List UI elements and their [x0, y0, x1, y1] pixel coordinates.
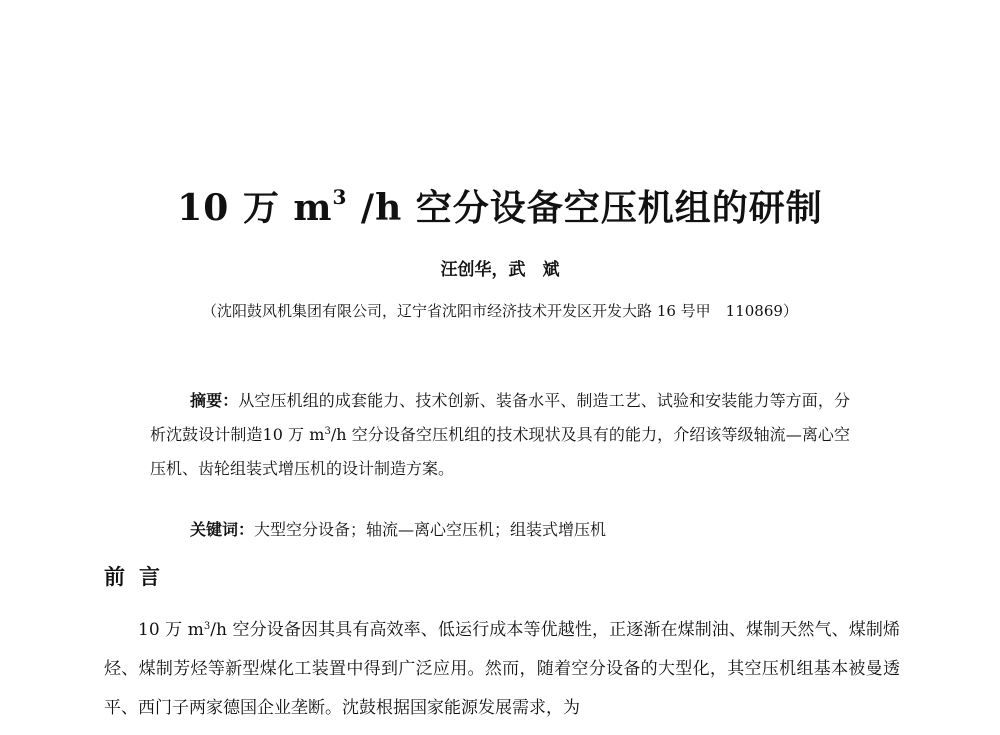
affiliation: （沈阳鼓风机集团有限公司，辽宁省沈阳市经济技术开发区开发大路 16 号甲 110869）: [202, 302, 798, 320]
body-text: [104, 611, 900, 728]
abstract-text-a: 从空压机组的成套能力、技术创新、装备水平、制造工艺、试验和安装能力等方面，分析沈鼓设计制造10 万 m: [150, 391, 850, 444]
keywords: [190, 515, 606, 545]
title-superscript: 3: [332, 185, 348, 209]
keywords-label: 关键词：: [190, 520, 255, 539]
body-superscript: 3: [203, 621, 211, 632]
keywords-text: 大型空分设备；轴流—离心空压机；组装式增压机: [254, 520, 607, 539]
abstract-superscript: 3: [324, 426, 331, 437]
abstract-label: 摘要：: [190, 391, 239, 410]
paper-title: [0, 186, 1000, 230]
body-text-a: 10 万 m: [138, 620, 204, 640]
body-text-b: /h 空分设备因其具有高效率、低运行成本等优越性，正逐渐在煤制油、煤制天然气、煤制烯烃、煤制芳烃等新型煤化工装置中得到广泛应用。然而，随着空分设备的大型化，其空压机组基本被曼透平、西门子两家德国企业垄断。沈鼓根据国家能源发展需求，为: [104, 620, 900, 718]
authors: 汪创华，武 斌: [440, 260, 560, 280]
section-title: 前言: [104, 564, 174, 589]
title-suffix: /h 空分设备空压机组的研制: [347, 187, 823, 229]
abstract: [150, 384, 850, 486]
title-prefix: 10 万 m: [177, 187, 333, 229]
abstract-text-b: /h 空分设备空压机组的技术现状及具有的能力，介绍该等级轴流—离心空压机、齿轮组装式增压机的设计制造方案。: [150, 425, 850, 478]
